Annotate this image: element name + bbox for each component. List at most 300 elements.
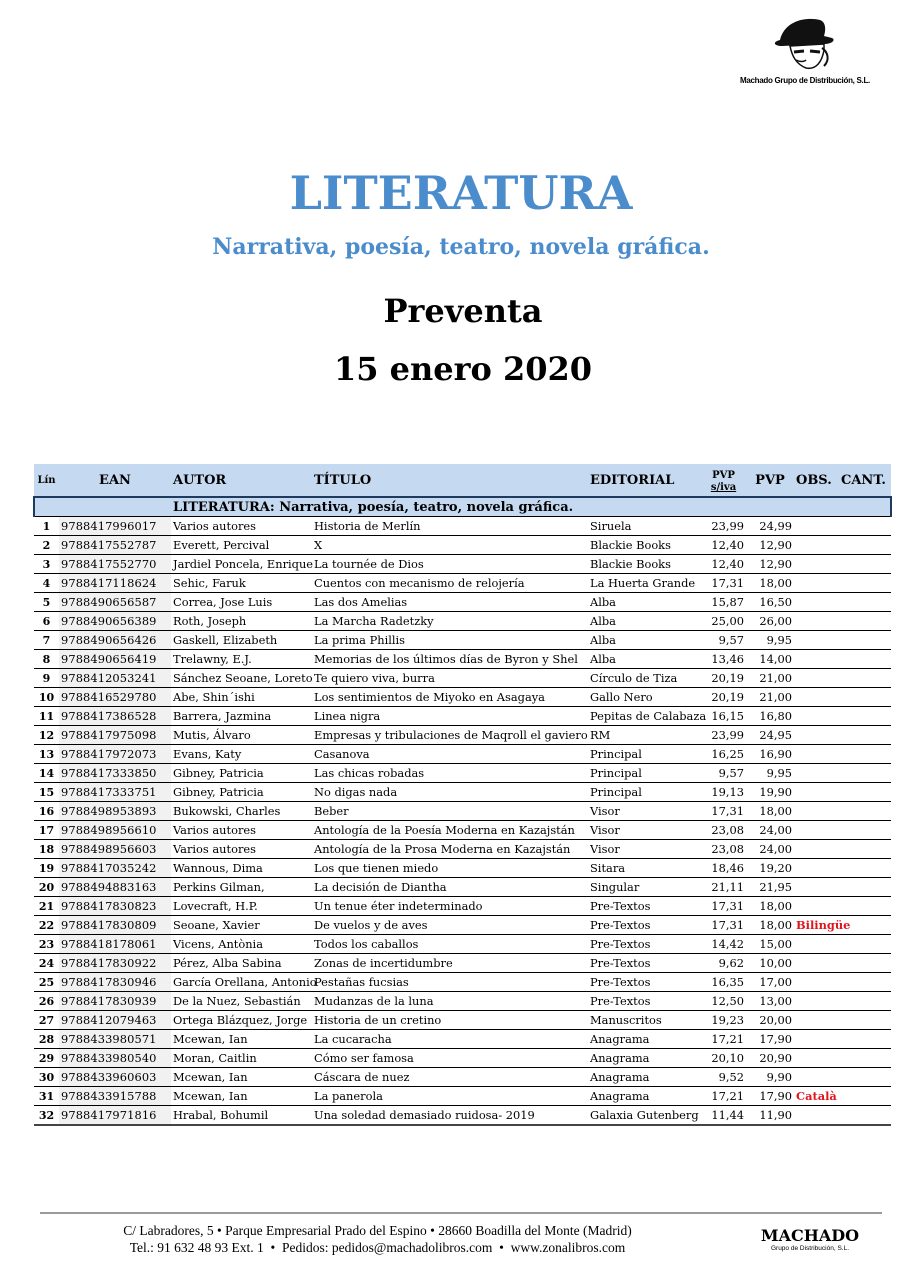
cell-lin: 26	[34, 992, 59, 1011]
cell-lin: 30	[34, 1068, 59, 1087]
cell-titulo: Antología de la Poesía Moderna en Kazajstán	[312, 821, 588, 840]
table-header-row	[34, 464, 891, 497]
cell-pvp: 12,90	[746, 536, 794, 555]
cell-titulo: Memorias de los últimos días de Byron y Shel	[312, 650, 588, 669]
cell-editorial: Siruela	[588, 517, 701, 536]
cell-obs	[794, 612, 839, 631]
cell-cant[interactable]	[839, 1049, 891, 1068]
table-row	[34, 517, 891, 536]
cell-ean: 9788498956603	[59, 840, 171, 859]
cell-obs: Català	[794, 1087, 839, 1106]
cell-autor: Mcewan, Ian	[171, 1030, 312, 1049]
cell-cant[interactable]	[839, 574, 891, 593]
cell-lin: 5	[34, 593, 59, 612]
cell-pvp: 16,80	[746, 707, 794, 726]
cell-lin: 32	[34, 1106, 59, 1126]
cell-titulo: Los que tienen miedo	[312, 859, 588, 878]
cell-cant[interactable]	[839, 973, 891, 992]
cell-editorial: La Huerta Grande	[588, 574, 701, 593]
cell-autor: Varios autores	[171, 840, 312, 859]
cell-lin: 16	[34, 802, 59, 821]
cell-lin: 28	[34, 1030, 59, 1049]
cell-obs: Bilingüe	[794, 916, 839, 935]
cell-editorial: Pre-Textos	[588, 935, 701, 954]
cell-titulo: Linea nigra	[312, 707, 588, 726]
cell-ean: 9788417035242	[59, 859, 171, 878]
cell-pvp: 24,99	[746, 517, 794, 536]
cell-autor: Sehic, Faruk	[171, 574, 312, 593]
cell-autor: Mcewan, Ian	[171, 1087, 312, 1106]
cell-cant[interactable]	[839, 536, 891, 555]
cell-obs	[794, 954, 839, 973]
table-row	[34, 954, 891, 973]
cell-ean: 9788418178061	[59, 935, 171, 954]
table-row	[34, 1011, 891, 1030]
page-subtitle: Narrativa, poesía, teatro, novela gráfica.	[212, 234, 710, 260]
cell-pvp: 13,00	[746, 992, 794, 1011]
cell-autor: Wannous, Dima	[171, 859, 312, 878]
col-pvp: PVP	[746, 464, 794, 497]
cell-titulo: Historia de Merlín	[312, 517, 588, 536]
col-editorial: EDITORIAL	[588, 464, 701, 497]
cell-editorial: RM	[588, 726, 701, 745]
cell-pvp: 10,00	[746, 954, 794, 973]
cell-titulo: Mudanzas de la luna	[312, 992, 588, 1011]
cell-lin: 3	[34, 555, 59, 574]
cell-autor: Seoane, Xavier	[171, 916, 312, 935]
table-row	[34, 688, 891, 707]
cell-obs	[794, 935, 839, 954]
footer-brand-name: MACHADO	[760, 1226, 860, 1245]
cell-editorial: Sitara	[588, 859, 701, 878]
cell-autor: Evans, Katy	[171, 745, 312, 764]
cell-ean: 9788433980540	[59, 1049, 171, 1068]
cell-titulo: La tournée de Dios	[312, 555, 588, 574]
cell-titulo: Antología de la Prosa Moderna en Kazajstán	[312, 840, 588, 859]
cell-pvp-siva: 16,15	[701, 707, 746, 726]
cell-lin: 22	[34, 916, 59, 935]
cell-editorial: Anagrama	[588, 1068, 701, 1087]
cell-cant[interactable]	[839, 726, 891, 745]
col-lin: Lín	[34, 464, 59, 497]
section-title: LITERATURA: Narrativa, poesía, teatro, novela gráfica.	[171, 497, 891, 517]
cell-pvp-siva: 23,99	[701, 726, 746, 745]
cell-autor: Hrabal, Bohumil	[171, 1106, 312, 1126]
cell-editorial: Pre-Textos	[588, 992, 701, 1011]
cell-editorial: Gallo Nero	[588, 688, 701, 707]
cell-obs	[794, 878, 839, 897]
cell-lin: 13	[34, 745, 59, 764]
cell-cant[interactable]	[839, 1030, 891, 1049]
cell-lin: 1	[34, 517, 59, 536]
cell-pvp: 14,00	[746, 650, 794, 669]
cell-obs	[794, 631, 839, 650]
cell-pvp-siva: 12,50	[701, 992, 746, 1011]
table-row	[34, 992, 891, 1011]
cell-obs	[794, 726, 839, 745]
cell-titulo: Todos los caballos	[312, 935, 588, 954]
cell-lin: 27	[34, 1011, 59, 1030]
cell-ean: 9788490656426	[59, 631, 171, 650]
cell-obs	[794, 802, 839, 821]
cell-autor: Jardiel Poncela, Enrique	[171, 555, 312, 574]
cell-pvp-siva: 14,42	[701, 935, 746, 954]
cell-lin: 19	[34, 859, 59, 878]
presale-label: Preventa	[383, 292, 543, 330]
cell-pvp: 16,50	[746, 593, 794, 612]
table-row	[34, 1030, 891, 1049]
cell-editorial: Principal	[588, 783, 701, 802]
cell-autor: De la Nuez, Sebastián	[171, 992, 312, 1011]
cell-ean: 9788417975098	[59, 726, 171, 745]
cell-cant[interactable]	[839, 1068, 891, 1087]
cell-obs	[794, 1068, 839, 1087]
cell-cant[interactable]	[839, 745, 891, 764]
cell-titulo: Las dos Amelias	[312, 593, 588, 612]
cell-cant[interactable]	[839, 669, 891, 688]
cell-pvp-siva: 9,52	[701, 1068, 746, 1087]
table-row	[34, 574, 891, 593]
cell-titulo: Los sentimientos de Miyoko en Asagaya	[312, 688, 588, 707]
cell-cant[interactable]	[839, 878, 891, 897]
cell-editorial: Visor	[588, 802, 701, 821]
cell-autor: Mutis, Álvaro	[171, 726, 312, 745]
cell-pvp-siva: 9,57	[701, 764, 746, 783]
cell-pvp: 12,90	[746, 555, 794, 574]
table-row	[34, 821, 891, 840]
cell-obs	[794, 745, 839, 764]
cell-obs	[794, 688, 839, 707]
company-logo	[730, 14, 880, 96]
cell-titulo: Un tenue éter indeterminado	[312, 897, 588, 916]
cell-cant[interactable]	[839, 992, 891, 1011]
cell-editorial: Anagrama	[588, 1049, 701, 1068]
cell-obs	[794, 973, 839, 992]
cell-autor: Barrera, Jazmina	[171, 707, 312, 726]
cell-ean: 9788417830809	[59, 916, 171, 935]
cell-pvp-siva: 17,21	[701, 1030, 746, 1049]
cell-pvp: 20,00	[746, 1011, 794, 1030]
cell-editorial: Blackie Books	[588, 536, 701, 555]
cell-cant[interactable]	[839, 821, 891, 840]
cell-pvp-siva: 13,46	[701, 650, 746, 669]
cell-lin: 11	[34, 707, 59, 726]
cell-editorial: Anagrama	[588, 1087, 701, 1106]
cell-lin: 24	[34, 954, 59, 973]
cell-editorial: Pepitas de Calabaza	[588, 707, 701, 726]
cell-cant[interactable]	[839, 935, 891, 954]
cell-ean: 9788433960603	[59, 1068, 171, 1087]
cell-obs	[794, 1030, 839, 1049]
cell-titulo: Empresas y tribulaciones de Maqroll el gaviero	[312, 726, 588, 745]
cell-lin: 17	[34, 821, 59, 840]
cell-pvp-siva: 20,19	[701, 688, 746, 707]
cell-cant[interactable]	[839, 764, 891, 783]
cell-autor: Everett, Percival	[171, 536, 312, 555]
table-row	[34, 859, 891, 878]
cell-cant[interactable]	[839, 1087, 891, 1106]
cell-pvp-siva: 23,08	[701, 840, 746, 859]
cell-editorial: Singular	[588, 878, 701, 897]
cell-autor: Pérez, Alba Sabina	[171, 954, 312, 973]
cell-ean: 9788417830823	[59, 897, 171, 916]
cell-pvp-siva: 18,46	[701, 859, 746, 878]
page-title: LITERATURA	[289, 166, 633, 220]
table-row	[34, 897, 891, 916]
cell-titulo: La cucaracha	[312, 1030, 588, 1049]
cell-pvp: 18,00	[746, 802, 794, 821]
section-row	[34, 497, 891, 517]
cell-cant[interactable]	[839, 593, 891, 612]
cell-titulo: Las chicas robadas	[312, 764, 588, 783]
cell-pvp-siva: 12,40	[701, 536, 746, 555]
cell-obs	[794, 1011, 839, 1030]
cell-autor: Varios autores	[171, 821, 312, 840]
cell-ean: 9788433915788	[59, 1087, 171, 1106]
cell-pvp-siva: 17,31	[701, 802, 746, 821]
cell-autor: Correa, Jose Luis	[171, 593, 312, 612]
cell-ean: 9788417552770	[59, 555, 171, 574]
cell-cant[interactable]	[839, 897, 891, 916]
cell-ean: 9788417386528	[59, 707, 171, 726]
cell-editorial: Principal	[588, 764, 701, 783]
cell-ean: 9788417118624	[59, 574, 171, 593]
cell-cant[interactable]	[839, 840, 891, 859]
cell-cant[interactable]	[839, 802, 891, 821]
cell-cant[interactable]	[839, 517, 891, 536]
cell-autor: Ortega Blázquez, Jorge	[171, 1011, 312, 1030]
table-row	[34, 745, 891, 764]
cell-pvp: 18,00	[746, 897, 794, 916]
cell-lin: 9	[34, 669, 59, 688]
cell-cant[interactable]	[839, 954, 891, 973]
footer-address: C/ Labradores, 5 • Parque Empresarial Prado del Espino • 28660 Boadilla del Monte (Madrid)	[123, 1223, 632, 1238]
cell-pvp: 17,00	[746, 973, 794, 992]
cell-editorial: Principal	[588, 745, 701, 764]
cell-pvp: 11,90	[746, 1106, 794, 1126]
footer-divider	[40, 1212, 882, 1214]
cell-obs	[794, 821, 839, 840]
cell-ean: 9788412053241	[59, 669, 171, 688]
cell-cant[interactable]	[839, 631, 891, 650]
table-row	[34, 840, 891, 859]
cell-obs	[794, 840, 839, 859]
cell-titulo: Una soledad demasiado ruidosa- 2019	[312, 1106, 588, 1126]
cell-titulo: Cuentos con mecanismo de relojería	[312, 574, 588, 593]
cell-ean: 9788417972073	[59, 745, 171, 764]
table-row	[34, 536, 891, 555]
table-row	[34, 612, 891, 631]
cell-pvp: 16,90	[746, 745, 794, 764]
cell-pvp: 19,20	[746, 859, 794, 878]
cell-pvp: 21,00	[746, 688, 794, 707]
cell-autor: Lovecraft, H.P.	[171, 897, 312, 916]
cell-obs	[794, 1106, 839, 1126]
col-obs: OBS.	[794, 464, 839, 497]
cell-autor: Gaskell, Elizabeth	[171, 631, 312, 650]
table-row	[34, 783, 891, 802]
cell-ean: 9788412079463	[59, 1011, 171, 1030]
cell-editorial: Alba	[588, 593, 701, 612]
cell-lin: 10	[34, 688, 59, 707]
cell-editorial: Blackie Books	[588, 555, 701, 574]
cell-editorial: Anagrama	[588, 1030, 701, 1049]
cell-titulo: Historia de un cretino	[312, 1011, 588, 1030]
cell-cant[interactable]	[839, 650, 891, 669]
table-row	[34, 669, 891, 688]
cell-pvp-siva: 20,10	[701, 1049, 746, 1068]
cell-obs	[794, 536, 839, 555]
table-row	[34, 802, 891, 821]
col-ean: EAN	[59, 464, 171, 497]
cell-cant[interactable]	[839, 555, 891, 574]
cell-ean: 9788490656419	[59, 650, 171, 669]
cell-pvp: 21,95	[746, 878, 794, 897]
cell-cant[interactable]	[839, 1011, 891, 1030]
table-row	[34, 707, 891, 726]
cell-editorial: Círculo de Tiza	[588, 669, 701, 688]
cell-obs	[794, 593, 839, 612]
cell-pvp: 17,90	[746, 1030, 794, 1049]
cell-autor: Mcewan, Ian	[171, 1068, 312, 1087]
cell-titulo: Beber	[312, 802, 588, 821]
man-with-hat-icon	[760, 14, 850, 76]
cell-pvp-siva: 19,13	[701, 783, 746, 802]
cell-editorial: Pre-Textos	[588, 897, 701, 916]
cell-lin: 2	[34, 536, 59, 555]
cell-pvp: 9,95	[746, 764, 794, 783]
cell-obs	[794, 897, 839, 916]
table-row	[34, 935, 891, 954]
cell-lin: 8	[34, 650, 59, 669]
cell-editorial: Pre-Textos	[588, 954, 701, 973]
cell-lin: 20	[34, 878, 59, 897]
cell-titulo: X	[312, 536, 588, 555]
col-titulo: TÍTULO	[312, 464, 588, 497]
cell-editorial: Visor	[588, 840, 701, 859]
cell-pvp: 20,90	[746, 1049, 794, 1068]
cell-titulo: La decisión de Diantha	[312, 878, 588, 897]
cell-autor: Bukowski, Charles	[171, 802, 312, 821]
cell-ean: 9788490656587	[59, 593, 171, 612]
cell-ean: 9788416529780	[59, 688, 171, 707]
cell-titulo: La Marcha Radetzky	[312, 612, 588, 631]
cell-pvp: 15,00	[746, 935, 794, 954]
footer-address-block	[40, 1222, 715, 1256]
footer-brand	[745, 1226, 875, 1252]
cell-cant[interactable]	[839, 612, 891, 631]
cell-titulo: Te quiero viva, burra	[312, 669, 588, 688]
table-row	[34, 555, 891, 574]
table-row	[34, 916, 891, 935]
cell-autor: García Orellana, Antonio	[171, 973, 312, 992]
cell-lin: 31	[34, 1087, 59, 1106]
cell-cant[interactable]	[839, 707, 891, 726]
cell-pvp-siva: 15,87	[701, 593, 746, 612]
cell-obs	[794, 517, 839, 536]
cell-ean: 9788417971816	[59, 1106, 171, 1126]
cell-obs	[794, 992, 839, 1011]
table-row	[34, 878, 891, 897]
cell-titulo: No digas nada	[312, 783, 588, 802]
cell-pvp-siva: 17,31	[701, 916, 746, 935]
cell-obs	[794, 707, 839, 726]
cell-pvp-siva: 19,23	[701, 1011, 746, 1030]
cell-ean: 9788494883163	[59, 878, 171, 897]
table-row	[34, 650, 891, 669]
cell-autor: Gibney, Patricia	[171, 764, 312, 783]
cell-titulo: Pestañas fucsias	[312, 973, 588, 992]
cell-autor: Sánchez Seoane, Loreto	[171, 669, 312, 688]
cell-autor: Moran, Caitlin	[171, 1049, 312, 1068]
cell-obs	[794, 783, 839, 802]
cell-ean: 9788417830946	[59, 973, 171, 992]
cell-cant[interactable]	[839, 688, 891, 707]
footer-contact: Tel.: 91 632 48 93 Ext. 1 • Pedidos: pedidos@machadolibros.com • www.zonalibros.com	[129, 1240, 626, 1255]
cell-cant[interactable]	[839, 1106, 891, 1126]
cell-autor: Abe, Shin´ishi	[171, 688, 312, 707]
cell-obs	[794, 574, 839, 593]
cell-titulo: De vuelos y de aves	[312, 916, 588, 935]
cell-ean: 9788417830939	[59, 992, 171, 1011]
cell-ean: 9788417830922	[59, 954, 171, 973]
table-row	[34, 1106, 891, 1126]
cell-pvp: 24,00	[746, 840, 794, 859]
cell-pvp: 18,00	[746, 574, 794, 593]
cell-autor: Perkins Gilman,	[171, 878, 312, 897]
cell-cant[interactable]	[839, 859, 891, 878]
cell-titulo: Cáscara de nuez	[312, 1068, 588, 1087]
cell-pvp-siva: 21,11	[701, 878, 746, 897]
cell-pvp-siva: 23,99	[701, 517, 746, 536]
cell-autor: Vicens, Antònia	[171, 935, 312, 954]
cell-editorial: Visor	[588, 821, 701, 840]
cell-titulo: Cómo ser famosa	[312, 1049, 588, 1068]
cell-ean: 9788417552787	[59, 536, 171, 555]
cell-autor: Roth, Joseph	[171, 612, 312, 631]
table-row	[34, 593, 891, 612]
cell-ean: 9788433980571	[59, 1030, 171, 1049]
cell-pvp-siva: 17,21	[701, 1087, 746, 1106]
cell-pvp-siva: 16,35	[701, 973, 746, 992]
cell-lin: 29	[34, 1049, 59, 1068]
cell-ean: 9788490656389	[59, 612, 171, 631]
cell-ean: 9788498953893	[59, 802, 171, 821]
cell-lin: 25	[34, 973, 59, 992]
cell-cant[interactable]	[839, 783, 891, 802]
table-row	[34, 973, 891, 992]
cell-pvp: 17,90	[746, 1087, 794, 1106]
cell-pvp-siva: 23,08	[701, 821, 746, 840]
cell-pvp: 24,95	[746, 726, 794, 745]
cell-obs	[794, 650, 839, 669]
cell-pvp-siva: 17,31	[701, 574, 746, 593]
presale-date: 15 enero 2020	[333, 350, 593, 388]
cell-editorial: Manuscritos	[588, 1011, 701, 1030]
table-row	[34, 1087, 891, 1106]
catalog-table	[33, 464, 892, 1126]
col-pvp-siva: PVP s/iva	[701, 464, 746, 497]
cell-pvp-siva: 9,57	[701, 631, 746, 650]
table-row	[34, 1068, 891, 1087]
cell-pvp: 24,00	[746, 821, 794, 840]
cell-autor: Gibney, Patricia	[171, 783, 312, 802]
cell-pvp: 19,90	[746, 783, 794, 802]
cell-editorial: Pre-Textos	[588, 973, 701, 992]
table-row	[34, 764, 891, 783]
cell-editorial: Alba	[588, 650, 701, 669]
cell-lin: 14	[34, 764, 59, 783]
